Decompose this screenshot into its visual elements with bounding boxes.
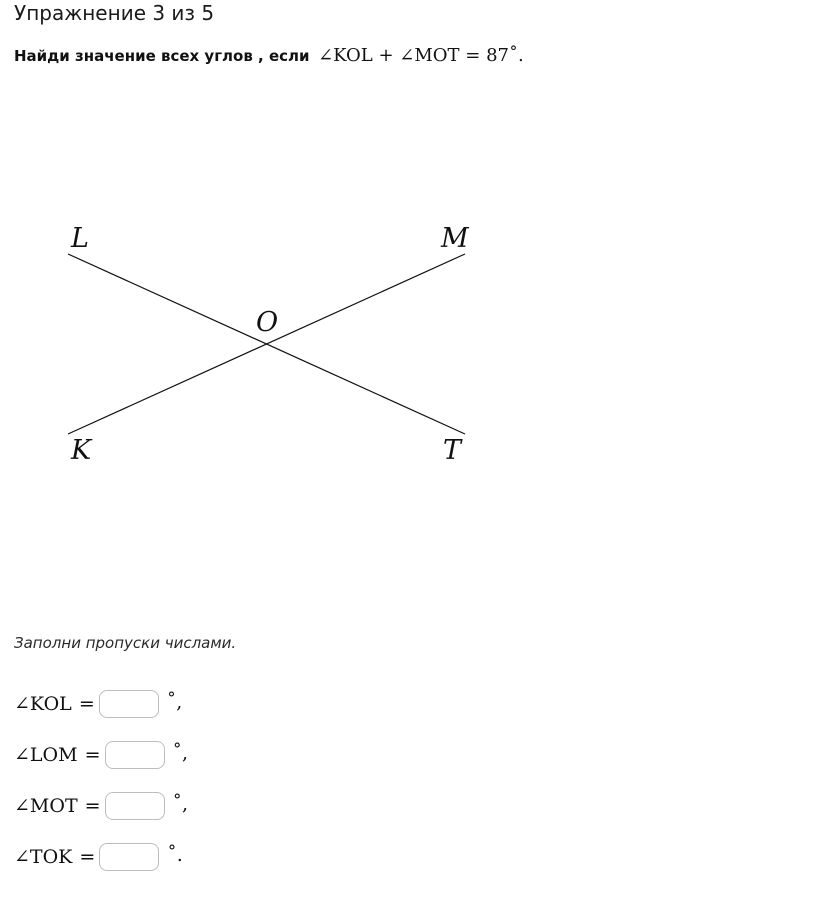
point-label-k: K	[71, 435, 92, 466]
instruction-text: Заполни пропуски числами.	[14, 634, 237, 652]
point-label-m: M	[441, 223, 469, 254]
answer-input-tok[interactable]	[99, 843, 159, 871]
equals-sign: =	[78, 693, 95, 715]
point-label-o: O	[256, 307, 279, 338]
degree-suffix: ˚,	[172, 793, 189, 815]
intersecting-lines-diagram	[0, 200, 540, 480]
answer-input-kol[interactable]	[99, 690, 159, 718]
degree-suffix: ˚,	[172, 742, 189, 764]
angle-label: ∠KOL	[14, 693, 72, 715]
answer-input-mot[interactable]	[105, 792, 165, 820]
task-text: Найди значение всех углов , если	[14, 47, 310, 65]
equals-sign: =	[84, 795, 101, 817]
angle-label: ∠TOK	[14, 846, 73, 868]
geometry-figure	[0, 200, 540, 480]
answer-row-mot	[14, 789, 188, 823]
degree-suffix: ˚.	[167, 844, 183, 866]
task-statement	[14, 44, 524, 69]
answer-row-tok	[14, 840, 183, 874]
answer-row-kol	[14, 687, 182, 721]
angle-label: ∠MOT	[14, 795, 78, 817]
exercise-title: Упражнение 3 из 5	[14, 1, 215, 25]
answer-row-lom	[14, 738, 188, 772]
answer-input-lom[interactable]	[105, 741, 165, 769]
angle-label: ∠LOM	[14, 744, 78, 766]
task-formula: ∠KOL + ∠MOT = 87˚.	[318, 45, 524, 66]
equals-sign: =	[84, 744, 101, 766]
equals-sign: =	[79, 846, 96, 868]
degree-suffix: ˚,	[166, 691, 183, 713]
point-label-t: T	[443, 435, 462, 466]
point-label-l: L	[71, 223, 89, 254]
